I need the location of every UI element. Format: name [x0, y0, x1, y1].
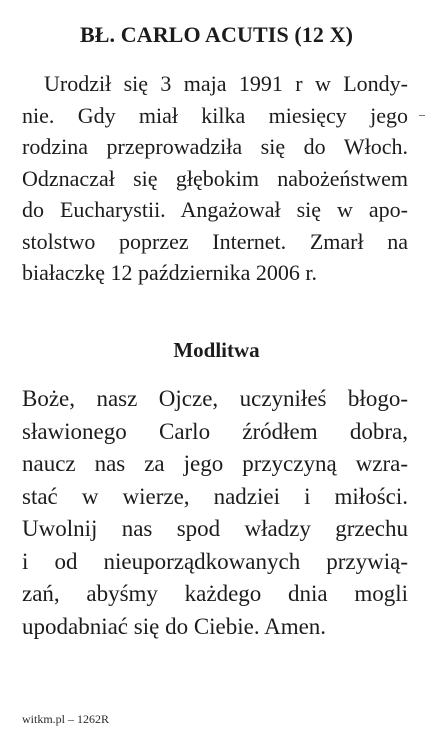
biography-line: nie. Gdy miał kilka miesięcy jego — [22, 102, 408, 128]
prayer-line: upodabniać się do Ciebie. Amen. — [22, 613, 327, 639]
biography-line: Urodził się 3 maja 1991 r w Londy- — [44, 71, 408, 96]
prayer-heading: Modlitwa — [173, 338, 260, 362]
scan-mark — [419, 115, 425, 116]
prayer-line: Uwolnij nas spod władzy grzechu — [22, 516, 408, 541]
biography-line: białaczkę 12 października 2006 r. — [22, 260, 318, 285]
biography-line: rodzina przeprowadziła się do Włoch. — [22, 134, 408, 159]
prayer-line: stać w wierze, nadziei i miłości. — [22, 483, 408, 509]
prayer-line: naucz nas za jego przyczyną wzra- — [22, 451, 408, 476]
footer-publisher-code: witkm.pl – 1262R — [22, 712, 110, 726]
biography-paragraph — [22, 68, 408, 289]
prayer-line: zań, abyśmy każdego dnia mogli — [22, 581, 408, 606]
biography-line: do Eucharystii. Angażował się w apo- — [22, 197, 408, 222]
prayer-line: sławionego Carlo źródłem dobra, — [22, 418, 408, 444]
page-title: BŁ. CARLO ACUTIS (12 X) — [79, 22, 354, 47]
prayer-line: Boże, nasz Ojcze, uczyniłeś błogo- — [22, 386, 408, 411]
prayer-line: i od nieuporządkowanych przywią- — [22, 548, 408, 574]
biography-line: Odznaczał się głębokim nabożeństwem — [22, 165, 408, 191]
prayer-paragraph — [22, 383, 408, 643]
biography-line: stolstwo poprzez Internet. Zmarł na — [22, 228, 408, 254]
